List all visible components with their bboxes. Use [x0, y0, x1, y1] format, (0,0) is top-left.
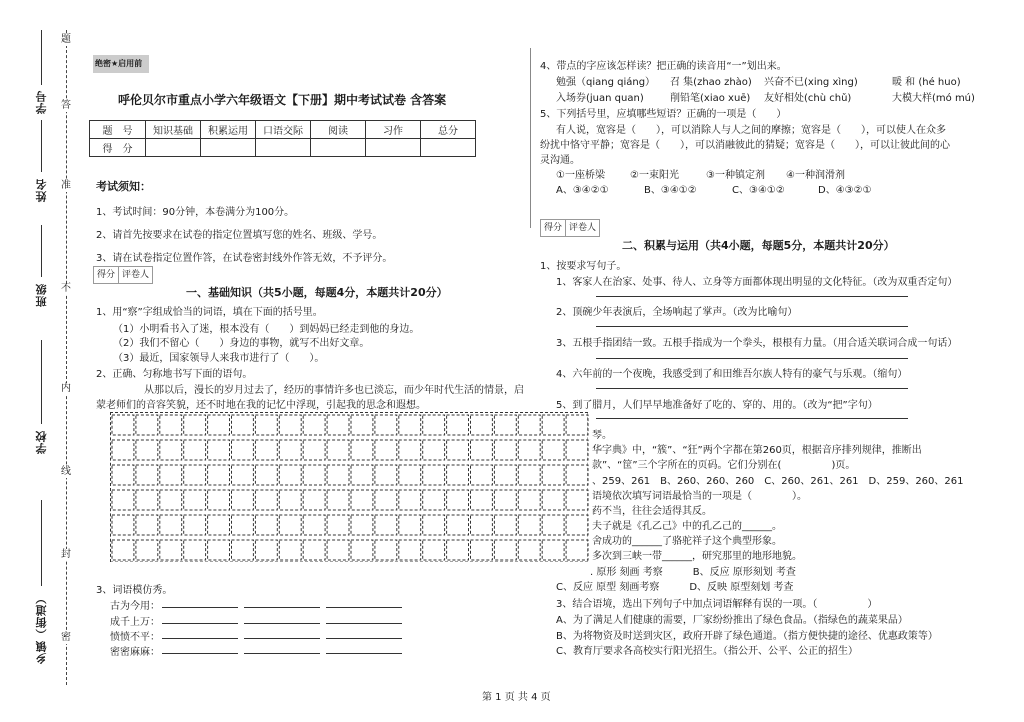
question-text: 3、结合语境，选出下列句子中加点词语解释有误的一项。（ ） [556, 599, 878, 610]
option-item: ②一束阳光 [630, 170, 679, 181]
grid-cell[interactable] [471, 515, 493, 535]
grid-cell[interactable] [136, 465, 158, 485]
notice-heading: 考试须知： [96, 180, 151, 193]
answer-line[interactable] [244, 653, 320, 654]
grid-cell[interactable] [423, 490, 445, 510]
question-item: 5、到了腊月，人们早早地准备好了吃的、穿的、用的。（改为“把”字句） [556, 400, 878, 411]
idiom-label: 密密麻麻： [110, 647, 160, 658]
answer-line[interactable] [596, 418, 908, 419]
grid-cell[interactable] [255, 440, 277, 460]
grid-cell[interactable] [423, 465, 445, 485]
exam-title: 呼伦贝尔市重点小学六年级语文【下册】期中考试试卷 含答案 [118, 93, 447, 107]
grid-lines [111, 413, 589, 563]
pinyin-item: 暖 和 (hé huo) [892, 77, 961, 88]
answer-line[interactable] [596, 358, 908, 359]
grid-cell[interactable] [471, 465, 493, 485]
grid-cell[interactable] [566, 515, 588, 535]
option-item: C、③④①② [732, 185, 785, 196]
grid-cell[interactable] [255, 540, 277, 560]
pinyin-item: 勉强（qiang qiáng） [556, 77, 656, 88]
seal-char: 答 [61, 100, 71, 111]
grid-cell[interactable] [327, 415, 349, 435]
table-cell: 口语交际 [256, 121, 311, 139]
seal-char: 线 [61, 466, 71, 477]
partial-text: 夫子就是《孔乙己》中的孔乙己的______。 [592, 521, 782, 532]
grader-label: 评卷人 [122, 270, 150, 280]
question-item: （1）小明看书入了迷，根本没有（ ）到妈妈已经走到他的身边。 [113, 324, 420, 335]
grid-cell[interactable] [327, 465, 349, 485]
grid-cell[interactable] [232, 415, 254, 435]
seal-char: 准 [61, 180, 71, 191]
grid-cell[interactable] [303, 490, 325, 510]
grid-cell[interactable] [423, 440, 445, 460]
pinyin-item: 削铅笔(xiao xuē) [670, 93, 751, 104]
answer-line[interactable] [326, 607, 402, 608]
grid-cell[interactable] [303, 540, 325, 560]
table-cell: 知识基础 [146, 121, 201, 139]
grid-cell[interactable] [112, 490, 134, 510]
answer-line[interactable] [326, 653, 402, 654]
passage-line: 有人说，宽容是（ ），可以消除人与人之间的摩擦；宽容是（ ），可以使人在众多 [556, 125, 946, 136]
student-id-label: 学号 [35, 90, 48, 114]
question-item: （3）最近，国家领导人来我市进行了（ ）。 [113, 353, 325, 364]
grid-cell[interactable] [136, 415, 158, 435]
option-item: B、为将物资及时送到灾区，政府开辟了绿色通道。（指方便快捷的途径、优惠政策等） [556, 631, 938, 642]
grid-cell[interactable] [471, 540, 493, 560]
pinyin-item: 入场券(juan quan) [556, 93, 644, 104]
class-line[interactable] [41, 225, 42, 277]
option-item: C、教育厅要求各高校实行阳光招生。（指公开、公平、公正的招生） [556, 646, 858, 657]
grid-cell[interactable] [399, 490, 421, 510]
answer-line[interactable] [326, 623, 402, 624]
passage-line: 纷扰中恪守平静；宽容是（ ），可以消融彼此的猜疑；宽容是（ ），可以让彼此间的心 [540, 140, 950, 151]
grid-cell[interactable] [208, 440, 230, 460]
grid-cell[interactable] [327, 515, 349, 535]
grid-cell[interactable] [423, 540, 445, 560]
grid-cell[interactable] [375, 440, 397, 460]
pinyin-item: 兴奋不已(xing xìng) [764, 77, 858, 88]
answer-line[interactable] [244, 623, 320, 624]
partial-text: 舍成功的______了骆驼祥子这个典型形象。 [592, 536, 782, 547]
option-item: ①一座桥梁 [556, 170, 605, 181]
grid-cell[interactable] [351, 515, 373, 535]
grid-cell[interactable] [208, 490, 230, 510]
grid-cell[interactable] [279, 515, 301, 535]
option-item: B、③④①② [644, 185, 697, 196]
answer-line[interactable] [162, 653, 238, 654]
score-table-score-row [90, 139, 476, 157]
grid-cell[interactable] [255, 415, 277, 435]
grid-cell[interactable] [232, 540, 254, 560]
township-line[interactable] [41, 500, 42, 586]
grid-cell[interactable] [279, 440, 301, 460]
grid-cell[interactable] [136, 540, 158, 560]
grid-cell[interactable] [518, 515, 540, 535]
grid-cell[interactable] [279, 490, 301, 510]
grid-cell[interactable] [471, 440, 493, 460]
answer-line[interactable] [162, 607, 238, 608]
grid-cell[interactable] [471, 490, 493, 510]
grid-cell[interactable] [542, 540, 564, 560]
secret-tag: 绝密★启用前 [93, 55, 149, 73]
grid-cell[interactable] [399, 515, 421, 535]
grid-cell[interactable] [303, 465, 325, 485]
grid-cell[interactable] [327, 490, 349, 510]
grid-cell[interactable] [112, 540, 134, 560]
question-item: （2）我们不留心（ ）身边的事物，就写不出好文章。 [113, 338, 370, 349]
grid-cell[interactable] [423, 415, 445, 435]
grid-cell[interactable] [375, 415, 397, 435]
grid-cell[interactable] [112, 465, 134, 485]
passage-line: 蒙老师们的音容笑貌，还不时地在我的记忆中浮现，引起我的思念和遐想。 [96, 400, 426, 411]
grid-cell[interactable] [184, 440, 206, 460]
question-item: 3、五根手指团结一致。五根手指成为一个拳头，根根有力量。（用合适关联词合成一句话） [556, 338, 958, 349]
grid-cell[interactable] [208, 540, 230, 560]
answer-line[interactable] [162, 638, 238, 639]
score-label: 得分 [94, 267, 119, 283]
score-input-cell[interactable] [146, 139, 201, 157]
grid-cell[interactable] [255, 490, 277, 510]
grid-cell[interactable] [566, 490, 588, 510]
grid-cell[interactable] [542, 440, 564, 460]
name-label: 姓名 [35, 178, 48, 202]
grid-cell[interactable] [279, 465, 301, 485]
table-cell: 总分 [421, 121, 476, 139]
section2-heading: 二、积累与运用（共4小题，每题5分，本题共计20分） [622, 239, 895, 252]
grid-cell[interactable] [351, 440, 373, 460]
partial-text: 、259、261 B、260、260、260 C、260、261、261 D、259、260、261 [592, 476, 964, 487]
grid-cell[interactable] [160, 515, 182, 535]
question-text: 3、词语模仿秀。 [96, 585, 173, 596]
grid-cell[interactable] [184, 540, 206, 560]
grid-cell[interactable] [184, 515, 206, 535]
school-label: 学校 [35, 430, 48, 454]
grid-cell[interactable] [136, 440, 158, 460]
question-item: 1、客家人在治家、处事、待人、立身等方面都体现出明显的文化特征。（改为双重否定句） [556, 277, 958, 288]
grid-cell[interactable] [255, 465, 277, 485]
grid-cell[interactable] [518, 415, 540, 435]
school-line[interactable] [41, 340, 42, 424]
class-label: 班级 [35, 283, 48, 307]
grid-cell[interactable] [351, 490, 373, 510]
grid-cell[interactable] [375, 465, 397, 485]
table-cell: 题 号 [90, 121, 146, 139]
grid-cell[interactable] [232, 515, 254, 535]
grid-cell[interactable] [184, 465, 206, 485]
passage-line: 从那以后，漫长的岁月过去了，经历的事情许多也已淡忘，而少年时代生活的情景，启 [144, 385, 524, 396]
grid-cell[interactable] [160, 465, 182, 485]
grid-cell[interactable] [566, 540, 588, 560]
grid-cell[interactable] [136, 515, 158, 535]
seal-line [66, 30, 67, 685]
answer-line[interactable] [244, 638, 320, 639]
table-cell: 习作 [366, 121, 421, 139]
grid-cell[interactable] [303, 440, 325, 460]
township-label: 乡镇（街道） [35, 592, 48, 664]
option-item: D、④③②① [818, 185, 872, 196]
option-item: ④一种润滑剂 [786, 170, 845, 181]
partial-text: 款”、“筐”三个字所在的页码。它们分别在( )页。 [592, 460, 856, 471]
grid-cell[interactable] [303, 415, 325, 435]
score-table [89, 120, 476, 157]
table-cell: 积累运用 [201, 121, 256, 139]
question-text: 2、正确、匀称地书写下面的语句。 [96, 369, 253, 380]
pinyin-item: 友好相处(chù chǔ) [764, 93, 852, 104]
grid-cell[interactable] [518, 490, 540, 510]
grid-cell[interactable] [494, 515, 516, 535]
partial-text: 多次到三峡一带______，研究那里的地形地貌。 [592, 551, 802, 562]
grid-cell[interactable] [542, 490, 564, 510]
seal-char: 封 [61, 549, 71, 560]
grid-cell[interactable] [160, 490, 182, 510]
grid-cell[interactable] [566, 415, 588, 435]
score-input-cell[interactable] [421, 139, 476, 157]
grid-cell[interactable] [208, 465, 230, 485]
section1-scorebox [93, 266, 153, 284]
question-item: 4、六年前的一个夜晚，我感受到了和田维吾尔族人特有的豪气与乐观。（缩句） [556, 369, 908, 380]
answer-line[interactable] [244, 607, 320, 608]
grid-cell[interactable] [160, 440, 182, 460]
question-text: 4、带点的字应该怎样读？把正确的读音用“一”划出来。 [540, 61, 787, 72]
grid-cell[interactable] [303, 515, 325, 535]
grid-cell[interactable] [208, 415, 230, 435]
notice-item: 2、请首先按要求在试卷的指定位置填写您的姓名、班级、学号。 [96, 230, 383, 241]
binding-margin [0, 0, 78, 722]
question-text: 1、按要求写句子。 [540, 261, 627, 272]
grid-cell[interactable] [255, 515, 277, 535]
grid-cell[interactable] [399, 415, 421, 435]
grid-cell[interactable] [232, 490, 254, 510]
question-item: 2、顶碗少年表演后，全场响起了掌声。（改为比喻句） [556, 307, 798, 318]
pinyin-item: 召 集(zhao zhào) [670, 77, 752, 88]
grid-cell[interactable] [351, 540, 373, 560]
seal-char: 密 [61, 632, 71, 643]
score-table-header-row [90, 121, 476, 139]
pinyin-item: 大模大样(mó mú) [892, 93, 975, 104]
grid-cell[interactable] [566, 465, 588, 485]
grid-cell[interactable] [184, 490, 206, 510]
grid-cell[interactable] [494, 465, 516, 485]
grid-cell[interactable] [112, 515, 134, 535]
grader-label: 评卷人 [569, 223, 597, 233]
grid-cell[interactable] [447, 515, 469, 535]
answer-line[interactable] [596, 326, 908, 327]
name-line[interactable] [41, 120, 42, 172]
grid-cell[interactable] [494, 540, 516, 560]
idiom-label: 古为今用： [110, 601, 160, 612]
idiom-label: 愤愤不平： [110, 632, 160, 643]
score-input-cell[interactable] [201, 139, 256, 157]
grid-cell[interactable] [494, 490, 516, 510]
grid-cell[interactable] [112, 440, 134, 460]
seal-char: 内 [61, 383, 71, 394]
grid-cell[interactable] [447, 490, 469, 510]
grid-cell[interactable] [542, 415, 564, 435]
partial-text: 药不当，往往会适得其反。 [592, 506, 712, 517]
score-label: 得分 [541, 220, 566, 236]
grid-cell[interactable] [136, 490, 158, 510]
idiom-label: 成千上万： [110, 617, 160, 628]
grid-cell[interactable] [494, 415, 516, 435]
passage-line: 灵沟通。 [540, 155, 580, 166]
table-cell: 阅读 [311, 121, 366, 139]
grid-cell[interactable] [160, 540, 182, 560]
partial-text: 琴。 [592, 430, 612, 441]
page-footer: 第 1 页 共 4 页 [482, 692, 551, 703]
partial-text: 语境依次填写词语最恰当的一项是（ ）。 [592, 491, 807, 502]
grid-cell[interactable] [399, 540, 421, 560]
section2-scorebox [540, 219, 600, 237]
question-text: 1、用“察”字组成恰当的词语，填在下面的括号里。 [96, 307, 323, 318]
seal-char: 题 [61, 34, 71, 45]
grid-cell[interactable] [184, 415, 206, 435]
grid-cell[interactable] [327, 440, 349, 460]
grid-cell[interactable] [447, 540, 469, 560]
table-cell: 得 分 [90, 139, 146, 157]
notice-item: 1、考试时间：90分钟，本卷满分为100分。 [96, 207, 295, 218]
grid-cell[interactable] [160, 415, 182, 435]
grid-cell[interactable] [447, 440, 469, 460]
grid-cell[interactable] [447, 415, 469, 435]
grid-cell[interactable] [112, 415, 134, 435]
column-divider [530, 48, 531, 228]
option-item: A、为了满足人们健康的需要，厂家纷纷推出了绿色食品。（指绿色的蔬菜果品） [556, 615, 908, 626]
answer-line[interactable] [596, 388, 908, 389]
option-item: ③一种镇定剂 [706, 170, 765, 181]
grid-cell[interactable] [399, 465, 421, 485]
grid-cell[interactable] [399, 440, 421, 460]
score-input-cell[interactable] [311, 139, 366, 157]
grid-cell[interactable] [327, 540, 349, 560]
notice-item: 3、请在试卷指定位置作答，在试卷密封线外作答无效，不予评分。 [96, 253, 393, 264]
grid-cell[interactable] [375, 540, 397, 560]
student-id-line[interactable] [41, 30, 42, 85]
grid-cell[interactable] [447, 465, 469, 485]
grid-cell[interactable] [232, 440, 254, 460]
grid-cell[interactable] [279, 540, 301, 560]
grid-cell[interactable] [208, 515, 230, 535]
grid-cell[interactable] [542, 515, 564, 535]
partial-text: . 原形 刻画 考察 B、反应 原形刻划 考查 [590, 567, 796, 578]
section1-heading: 一、基础知识（共5小题，每题4分，本题共计20分） [186, 286, 448, 299]
grid-cell[interactable] [494, 440, 516, 460]
grid-cell[interactable] [232, 465, 254, 485]
answer-line[interactable] [326, 638, 402, 639]
score-input-cell[interactable] [256, 139, 311, 157]
answer-line[interactable] [162, 623, 238, 624]
grid-cell[interactable] [375, 490, 397, 510]
partial-text: 华字典》中，“簇”、“狂”两个字都在第260页，根据音序排列规律，推断出 [592, 445, 922, 456]
grid-cell[interactable] [375, 515, 397, 535]
grid-cell[interactable] [518, 465, 540, 485]
option-item: C、反应 原型 刻画考察 D、反映 原型刻划 考查 [556, 582, 794, 593]
grid-cell[interactable] [542, 465, 564, 485]
option-item: A、③④②① [556, 185, 609, 196]
grid-cell[interactable] [351, 415, 373, 435]
grid-cell[interactable] [351, 465, 373, 485]
question-text: 5、下列括号里，应填哪些短语？正确的一项是（ ） [540, 109, 787, 120]
grid-cell[interactable] [279, 415, 301, 435]
answer-line[interactable] [596, 296, 908, 297]
score-input-cell[interactable] [366, 139, 421, 157]
grid-cell[interactable] [423, 515, 445, 535]
writing-grid[interactable] [110, 412, 588, 562]
grid-cell[interactable] [566, 440, 588, 460]
grid-cell[interactable] [518, 440, 540, 460]
grid-cell[interactable] [518, 540, 540, 560]
seal-char: 不 [61, 283, 71, 294]
grid-cell[interactable] [471, 415, 493, 435]
